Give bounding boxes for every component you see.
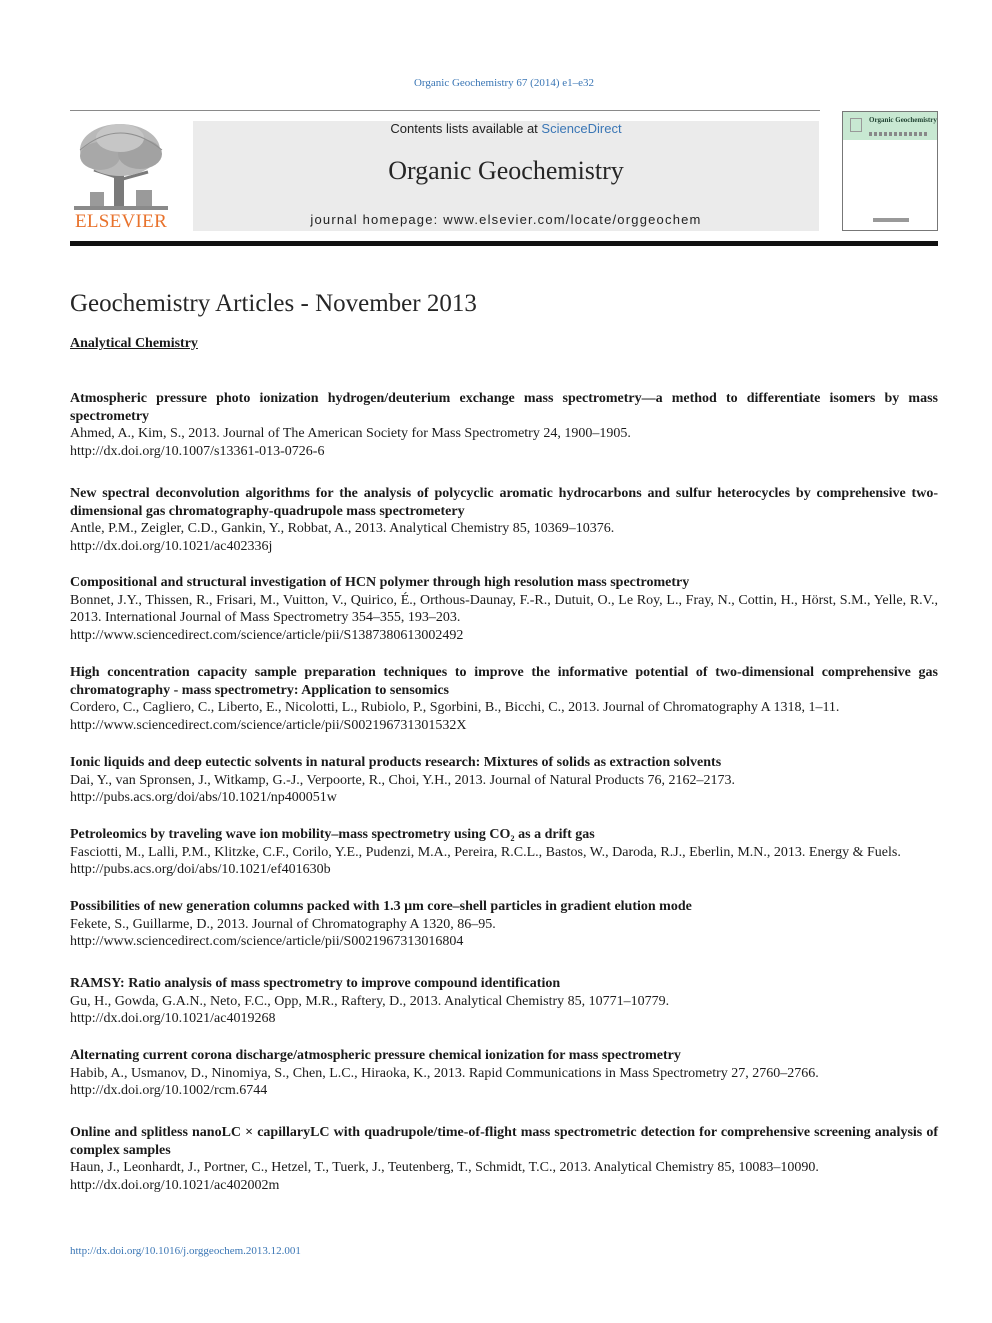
journal-citation[interactable]: Organic Geochemistry 67 (2014) e1–e32 [413,77,595,89]
article-title: Ionic liquids and deep eutectic solvents in natural products research: Mixtures of solids as extraction solvents [70,755,722,770]
header-rule [70,241,938,246]
sciencedirect-link[interactable]: ScienceDirect [541,121,622,136]
journal-title: Organic Geochemistry [388,156,624,185]
article-authors: Fasciotti, M., Lalli, P.M., Klitzke, C.F., Corilo, Y.E., Pudenzi, M.A., Pereira, R.C.L., Bastos, W., Daroda, R.J., Eberlin, M.N., 2013. Energy & Fuels. [70,844,901,860]
article-entry [70,898,938,951]
article-entry [70,664,938,734]
article-entry [70,390,938,460]
article-title: Petroleomics by traveling wave ion mobility–mass spectrometry using CO₂ as a drift gas [70,827,595,842]
article-authors: Haun, J., Leonhardt, J., Portner, C., Hetzel, T., Tuerk, J., Teutenberg, T., Schmidt, T.C., 2013. Analytical Chemistry 85, 10083–10090. [70,1160,819,1175]
article-url[interactable]: http://pubs.acs.org/doi/abs/10.1021/ef401630b [70,862,331,877]
article-entry [70,485,938,555]
article-entry [70,1124,938,1194]
contents-line [193,121,819,136]
article-authors: Antle, P.M., Zeigler, C.D., Gankin, Y., Robbat, A., 2013. Analytical Chemistry 85, 10369–10376. [70,521,615,536]
publisher-wordmark: ELSEVIER [74,211,168,232]
article-entry [70,1047,938,1100]
article-url[interactable]: http://www.sciencedirect.com/science/article/pii/S002196731301532X [70,717,467,733]
article-title: RAMSY: Ratio analysis of mass spectrometry to improve compound identification [70,976,561,991]
article-title: Possibilities of new generation columns packed with 1.3 µm core–shell particles in gradient elution mode [70,899,692,914]
tree-icon [70,120,172,212]
article-url[interactable]: http://dx.doi.org/10.1021/ac4019268 [70,1011,276,1026]
article-authors: Habib, A., Usmanov, D., Ninomiya, S., Chen, L.C., Hiraoka, K., 2013. Rapid Communications in Mass Spectrometry 27, 2760–2766. [70,1065,819,1081]
article-url[interactable]: http://dx.doi.org/10.1021/ac402336j [70,538,273,554]
article-authors: Fekete, S., Guillarme, D., 2013. Journal of Chromatography A 1320, 86–95. [70,916,496,932]
article-url[interactable]: http://dx.doi.org/10.1002/rcm.6744 [70,1083,268,1098]
article-authors: Gu, H., Gowda, G.A.N., Neto, F.C., Opp, M.R., Raftery, D., 2013. Analytical Chemistry 85, 10771–10779. [70,993,670,1009]
section-heading: Analytical Chemistry [70,336,198,351]
article-title: Alternating current corona discharge/atmospheric pressure chemical ionization for mass spectrometry [70,1048,681,1063]
article-url[interactable]: http://www.sciencedirect.com/science/article/pii/S0021967313016804 [70,934,464,949]
article-authors: Bonnet, J.Y., Thissen, R., Frisari, M., Vuitton, V., Quirico, É., Orthous-Daunay, F.-R., Dutuit, O., Le Roy, L., Fray, N., Cottin, H., Hörst, S.M., Yelle, R.V., 2013. International Journal of Mass Spectrometry 354–355, 193–203. [70,592,938,625]
article-authors: Dai, Y., van Spronsen, J., Witkamp, G.-J., Verpoorte, R., Choi, Y.H., 2013. Journal of Natural Products 76, 2162–2173. [70,772,736,788]
cover-subtitle-lines [869,132,929,136]
journal-cover-thumbnail [842,111,938,231]
footer-doi-link[interactable]: http://dx.doi.org/10.1016/j.orggeochem.2013.12.001 [70,1245,301,1257]
article-title: Online and splitless nanoLC × capillaryLC with quadrupole/time-of-flight mass spectrometric detection for comprehensive screening analysis of complex samples [70,1125,938,1158]
article-url[interactable]: http://www.sciencedirect.com/science/article/pii/S1387380613002492 [70,627,464,643]
article-url[interactable]: http://dx.doi.org/10.1021/ac402002m [70,1177,280,1193]
article-authors: Cordero, C., Cagliero, C., Liberto, E., Nicolotti, L., Rubiolo, P., Sgorbini, B., Bicchi, C., 2013. Journal of Chromatography A 1318, 1–11. [70,700,840,715]
article-url[interactable]: http://pubs.acs.org/doi/abs/10.1021/np400051w [70,790,337,805]
page-title: Geochemistry Articles - November 2013 [70,290,477,317]
article-url[interactable]: http://dx.doi.org/10.1007/s13361-013-0726-6 [70,443,325,459]
cover-title: Organic Geochemistry [869,116,937,124]
journal-homepage[interactable]: journal homepage: www.elsevier.com/locate/orggeochem [310,212,702,227]
article-title: High concentration capacity sample preparation techniques to improve the informative potential of two-dimensional comprehensive gas chromatography - mass spectrometry: Application to sensomics [70,665,938,698]
cover-footer-mark [873,218,909,222]
article-title: New spectral deconvolution algorithms for the analysis of polycyclic aromatic hydrocarbons and sulfur heterocycles by comprehensive two-dimensional gas chromatography-quadrupole mass spectrometery [70,486,938,519]
article-title: Atmospheric pressure photo ionization hydrogen/deuterium exchange mass spectrometry—a method to differentiate isomers by mass spectrometry [70,391,938,424]
article-entry [70,754,938,807]
cover-logo [850,118,862,132]
article-entry [70,826,938,879]
header-top-line [70,110,820,111]
article-authors: Ahmed, A., Kim, S., 2013. Journal of The American Society for Mass Spectrometry 24, 1900–1905. [70,426,631,441]
article-entry [70,975,938,1028]
article-entry [70,574,938,644]
article-title: Compositional and structural investigation of HCN polymer through high resolution mass spectrometry [70,575,690,590]
contents-prefix: Contents lists available at [390,121,542,136]
